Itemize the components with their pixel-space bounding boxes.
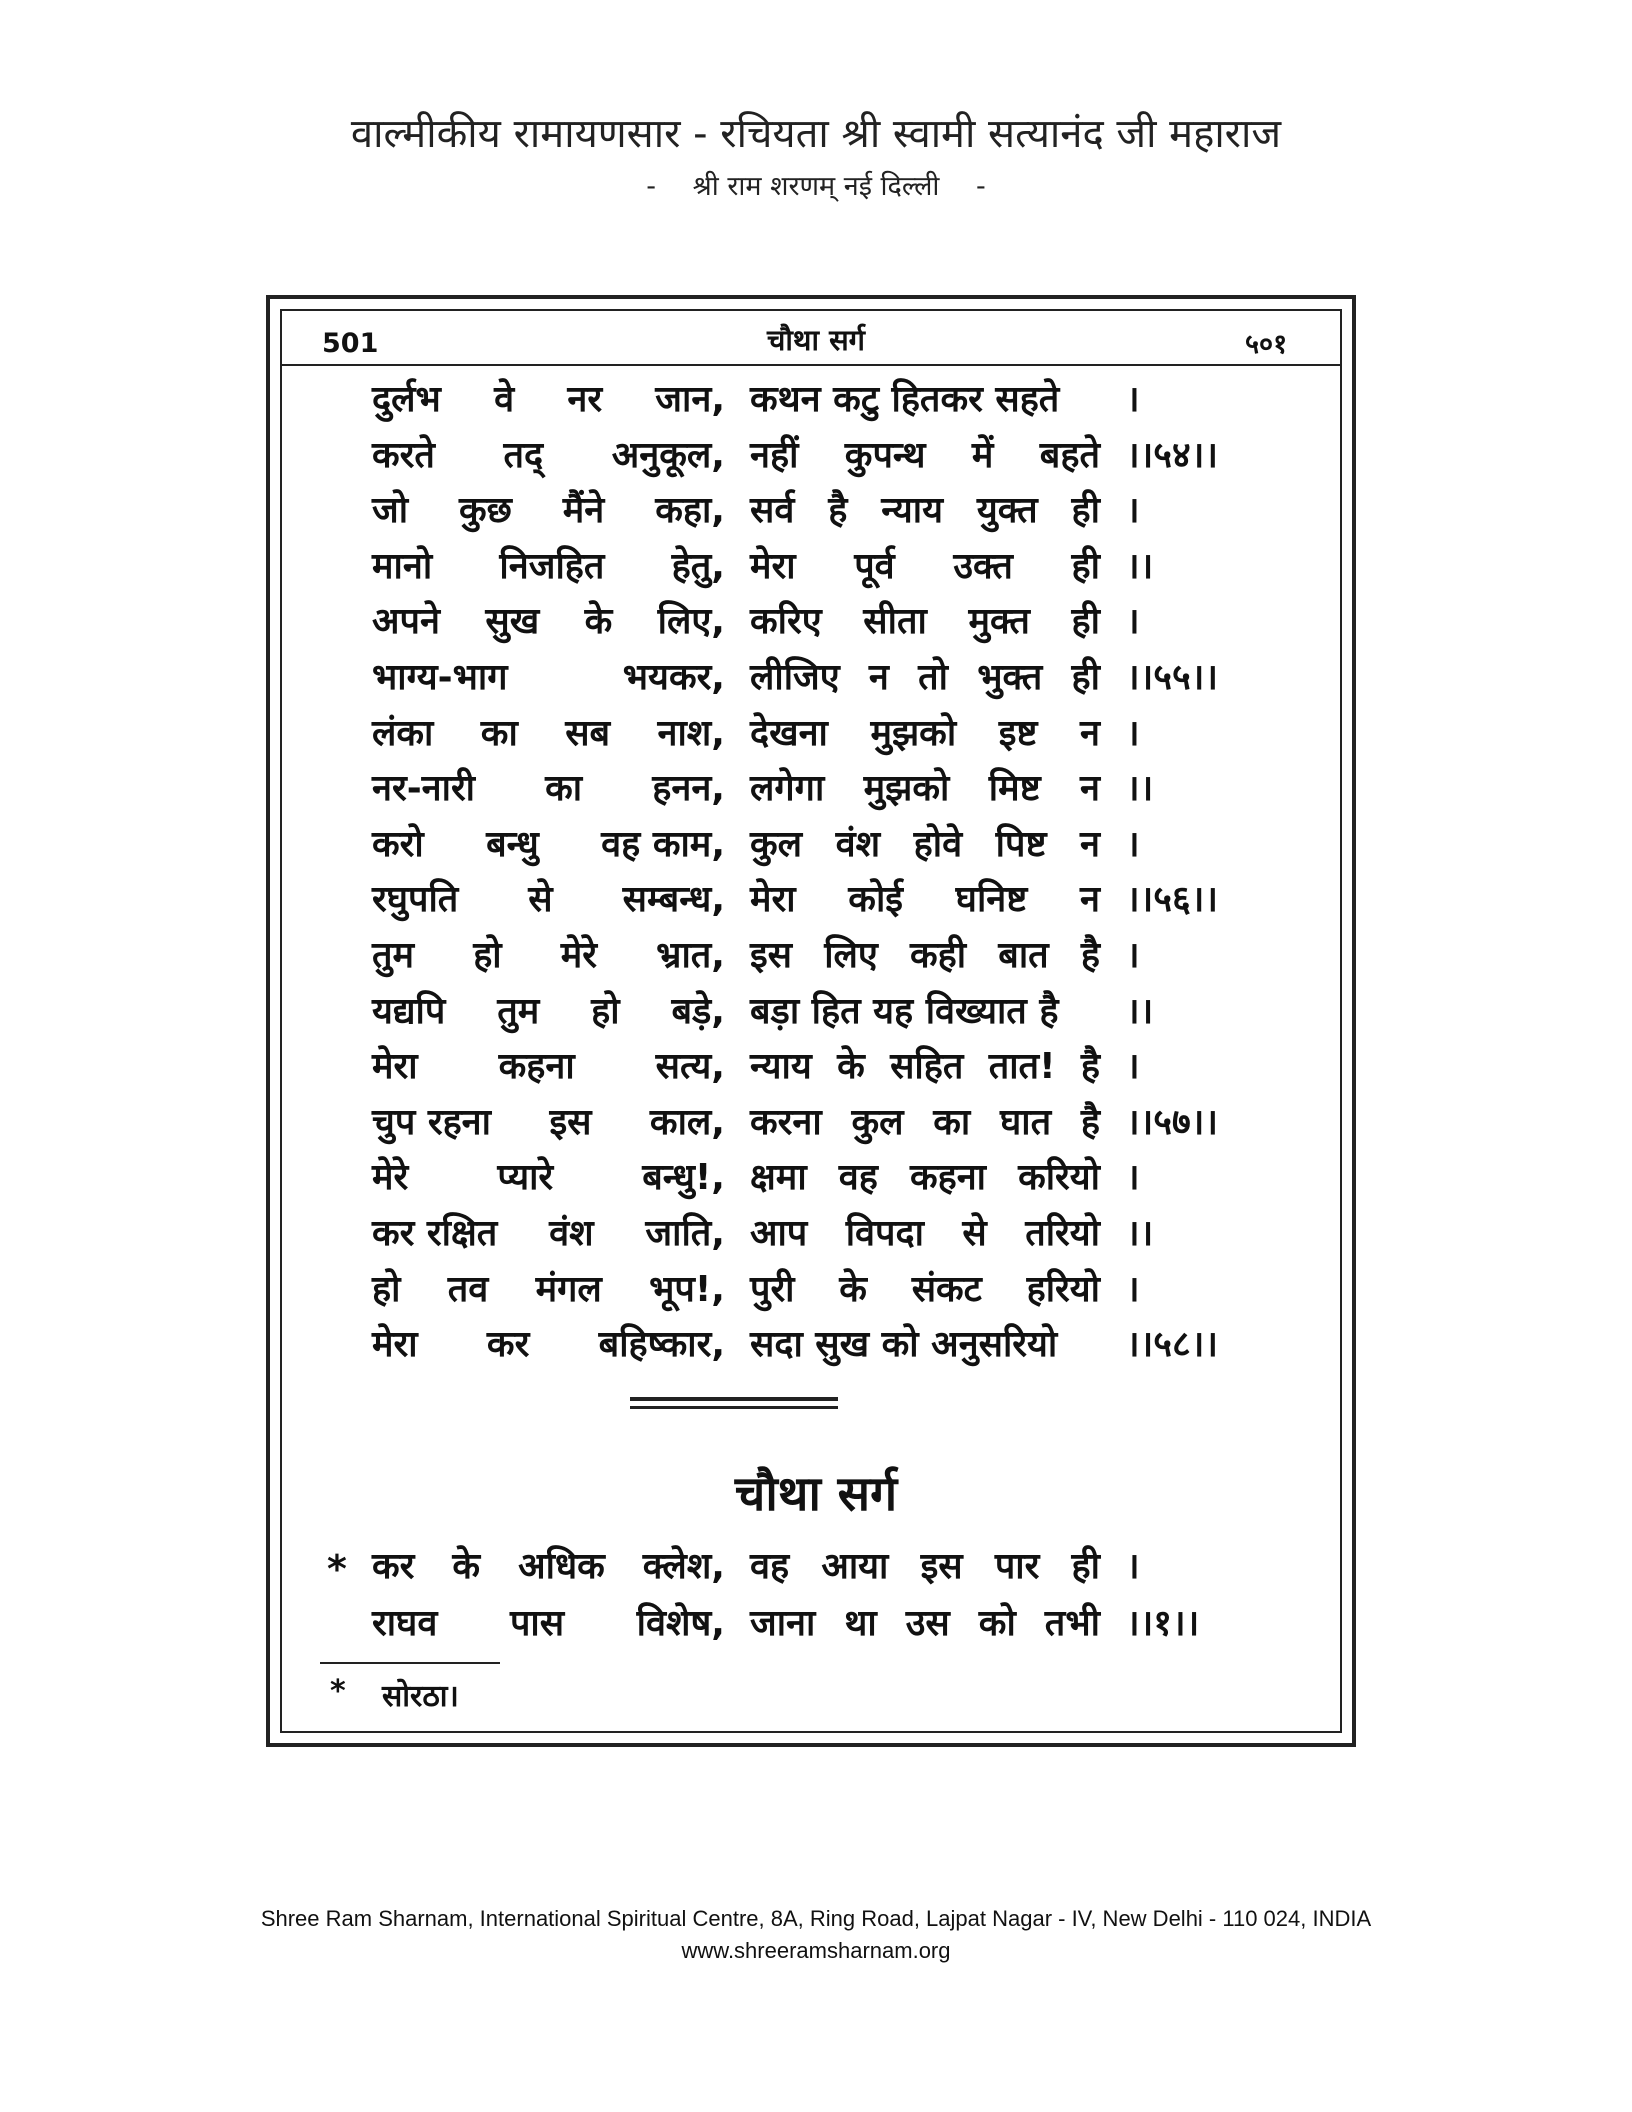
verse-word: सम्बन्ध, [622, 879, 725, 921]
verse-word: घनिष्ट [955, 879, 1028, 921]
verse-word: है [1080, 1046, 1100, 1088]
verse-first-half [372, 818, 725, 867]
verse-word: करते [372, 434, 435, 476]
verse-first-half [372, 429, 725, 478]
verse-end-marker: ।। [1126, 768, 1154, 810]
verse-word: कर रक्षित [372, 1213, 498, 1254]
verse-word: लगेगा [750, 768, 825, 810]
verse-word: करियो [1018, 1157, 1100, 1199]
subtitle-text: श्री राम शरणम् नई दिल्ली [692, 171, 940, 202]
verse-end-marker: ।।५६।। [1126, 879, 1219, 921]
verse-word: न्याय [881, 490, 944, 532]
verse-word: अधिक [518, 1546, 605, 1587]
footnote-rule [320, 1662, 500, 1664]
verse-word: ही [1071, 490, 1100, 532]
verse-word: सीता [863, 601, 927, 643]
verse-word: कर [372, 1546, 415, 1587]
verse-word: वंश [549, 1213, 594, 1254]
verse-second-half [750, 651, 1100, 700]
verse-word: न्याय [750, 1046, 812, 1088]
verse-end-marker: ।।५५।। [1126, 657, 1219, 698]
verse-word: वह काम, [601, 823, 725, 865]
verse-word: इष्ट [998, 712, 1038, 754]
verse-second-half [750, 985, 1100, 1034]
verse-word: के [452, 1546, 481, 1587]
verse-word: के [837, 1046, 865, 1088]
verse-word: इस [920, 1546, 963, 1587]
verse-end-marker: ।। [1126, 990, 1154, 1032]
verse-word: करिए [750, 601, 822, 643]
verse-line [0, 873, 1632, 925]
verse-word: ही [1071, 601, 1100, 643]
verse-word: कुपन्थ [844, 434, 926, 476]
verse-word: भ्रात, [656, 935, 725, 976]
verse-word: मेरा [372, 1046, 418, 1088]
verse-word: प्यारे [497, 1157, 554, 1199]
verse-second-half [750, 1540, 1100, 1589]
verse-word: भाग्य-भाग [372, 657, 508, 698]
verse-end-marker: । [1126, 1157, 1140, 1199]
verse-star-marker: * [327, 1547, 347, 1591]
verse-word: जान, [655, 379, 725, 420]
verse-word: है [1080, 1101, 1100, 1143]
verse-word: मेरे [372, 1157, 409, 1199]
verse-word: हो [473, 935, 502, 976]
verse-word: सत्य, [655, 1046, 725, 1088]
running-title: चौथा सर्ग [767, 323, 865, 357]
verse-first-half [372, 373, 725, 422]
verse-word: नर [567, 379, 603, 420]
verse-word: उस [905, 1603, 950, 1644]
verse-word: में [971, 434, 994, 476]
verse-line [0, 1096, 1632, 1148]
verse-line [0, 707, 1632, 759]
verse-word: बन्धु!, [642, 1157, 725, 1199]
verse-word: वह [838, 1157, 878, 1199]
verse-word: न [1080, 879, 1100, 921]
verse-line [0, 373, 1632, 425]
verse-word: सुख [485, 601, 540, 643]
verse-second-half [750, 1040, 1100, 1089]
verse-word: मिष्ट [988, 768, 1041, 810]
verse-first-half [372, 985, 725, 1034]
verse-second-half [750, 762, 1100, 811]
footnote-star: * [330, 1674, 346, 1709]
verse-line [0, 985, 1632, 1037]
verse-word: तात! [988, 1046, 1056, 1088]
verse-second-half [750, 707, 1100, 756]
verse-second-half [750, 1151, 1100, 1200]
verse-line [0, 595, 1632, 647]
verse-word: युक्त [976, 490, 1038, 532]
page-number-hindi: ५०१ [1245, 329, 1288, 360]
verse-word: बड़े, [671, 990, 725, 1032]
verse-line [0, 429, 1632, 481]
verse-word: तो [918, 657, 948, 698]
verse-first-half [372, 540, 725, 589]
verse-word: मुझको [870, 712, 957, 754]
verse-end-marker: ।।५७।। [1126, 1101, 1219, 1143]
verse-word: पुरी [750, 1268, 795, 1310]
verse-word: सर्व [750, 490, 795, 532]
verse-first-half [372, 1207, 725, 1256]
verse-word: बड़ा हित यह विख्यात है [750, 990, 1059, 1032]
verse-word: पास [509, 1603, 565, 1644]
verse-first-half [372, 484, 725, 533]
verse-word: बहते [1039, 434, 1100, 476]
verse-word: रघुपति [372, 879, 459, 921]
verse-second-half [750, 1207, 1100, 1256]
verse-word: मेरा [750, 879, 796, 921]
verse-second-half [750, 929, 1100, 978]
verse-word: मुझको [863, 768, 950, 810]
verse-word: तुम [372, 935, 415, 976]
verse-end-marker: ।। [1126, 1213, 1154, 1254]
verse-word: भयकर, [622, 657, 725, 698]
verse-word: कुछ [458, 490, 512, 532]
verse-word: कहना [498, 1046, 575, 1088]
verse-word: मेरे [560, 935, 598, 976]
verse-word: भूप!, [649, 1268, 725, 1310]
verse-word: दुर्लभ [372, 379, 441, 420]
verse-word: हो [372, 1268, 401, 1310]
verse-second-half [750, 1318, 1100, 1367]
verse-line [0, 762, 1632, 814]
verse-word: ही [1071, 657, 1100, 698]
footer-website: www.shreeramsharnam.org [681, 1938, 951, 1963]
verse-word: बन्धु [486, 823, 539, 865]
verse-word: हनन, [652, 768, 725, 810]
verse-line [0, 1151, 1632, 1203]
verse-end-marker: ।।५४।। [1126, 434, 1219, 476]
verse-second-half [750, 540, 1100, 589]
verse-first-half [372, 651, 725, 700]
verse-word: अपने [372, 601, 440, 643]
verse-word: हेतु, [671, 545, 725, 587]
verse-word: न [868, 657, 889, 698]
verse-line [0, 929, 1632, 981]
verse-word: सब [565, 712, 611, 754]
verse-word: से [528, 879, 553, 921]
verse-line [0, 651, 1632, 703]
verse-word: इस [549, 1101, 592, 1143]
verse-word: जाति, [645, 1213, 725, 1254]
verse-word: वह [750, 1546, 790, 1587]
verse-word: विशेष, [636, 1603, 725, 1644]
verse-word: कथन कटु हितकर सहते [750, 379, 1060, 420]
page-number-english: 501 [322, 328, 379, 359]
verse-word: कहना [909, 1157, 987, 1199]
verse-word: सहित [890, 1046, 964, 1088]
verse-word: के [839, 1268, 867, 1310]
verse-word: क्लेश, [642, 1546, 725, 1587]
verse-first-half [372, 1263, 725, 1312]
verse-word: करो [372, 823, 424, 865]
verse-word: तभी [1044, 1603, 1100, 1644]
subtitle-dash-right: - [975, 171, 986, 202]
verse-word: का [480, 712, 518, 754]
verse-word: है [1080, 935, 1100, 976]
verse-word: सदा सुख को अनुसरियो [750, 1324, 1058, 1366]
verse-word: लिए [824, 935, 878, 976]
verse-word: पार [994, 1546, 1040, 1587]
verse-word: पिष्ट [995, 823, 1047, 865]
verse-second-half [750, 1096, 1100, 1145]
document-header-title: वाल्मीकीय रामायणसार - रचियता श्री स्वामी सत्यानंद जी महाराज [350, 111, 1282, 157]
section-title: चौथा सर्ग [734, 1466, 898, 1522]
verse-word: आया [821, 1546, 889, 1587]
verse-word: देखना [750, 712, 828, 754]
verse-first-half [372, 1597, 725, 1646]
verse-line [0, 484, 1632, 536]
verse-second-half [750, 873, 1100, 922]
verse-word: वंश [835, 823, 881, 865]
verse-word: है [828, 490, 848, 532]
verse-end-marker: । [1126, 1046, 1140, 1088]
verse-word: कहा, [655, 490, 725, 532]
verse-word: था [844, 1603, 877, 1644]
verse-second-half [750, 373, 1100, 422]
verse-word: कुल [851, 1101, 904, 1143]
verse-word: करना [750, 1101, 822, 1143]
verse-word: कर [486, 1324, 530, 1366]
verse-second-half [750, 484, 1100, 533]
footnote-text: सोरठा। [382, 1679, 459, 1714]
verse-word: ही [1071, 545, 1100, 587]
verse-first-half [372, 929, 725, 978]
verse-end-marker: । [1126, 601, 1140, 643]
verse-end-marker: । [1126, 823, 1140, 865]
verse-first-half [372, 1040, 725, 1089]
verse-word: चुप रहना [372, 1101, 491, 1143]
verse-word: जाना [750, 1603, 816, 1644]
verse-word: तुम [497, 990, 540, 1032]
verse-word: लंका [372, 712, 434, 754]
verse-word: न [1080, 768, 1100, 810]
verse-word: काल, [649, 1101, 725, 1143]
verse-line [0, 1597, 1632, 1649]
verse-word: मुक्त [968, 601, 1030, 643]
section-divider-bottom [630, 1406, 838, 1409]
verse-word: विपदा [845, 1213, 924, 1254]
verse-first-half [372, 1540, 725, 1589]
verse-word: के [584, 601, 613, 643]
verse-end-marker: । [1126, 935, 1140, 976]
footer-address: Shree Ram Sharnam, International Spiritual Centre, 8A, Ring Road, Lajpat Nagar - IV, New Delhi - 110 024, INDIA [260, 1906, 1372, 1931]
verse-word: तरियो [1025, 1213, 1100, 1254]
verse-word: आप [750, 1213, 808, 1254]
verse-word: नर-नारी [372, 768, 475, 810]
verse-word: कोई [848, 879, 903, 921]
verse-first-half [372, 595, 725, 644]
verse-end-marker: । [1126, 379, 1140, 420]
verse-word: तव [447, 1268, 489, 1310]
verse-line [0, 1318, 1632, 1370]
verse-word: को [978, 1603, 1016, 1644]
verse-word: मेरा [372, 1324, 418, 1366]
verse-first-half [372, 1151, 725, 1200]
verse-line [0, 1540, 1632, 1592]
verse-word: का [933, 1101, 971, 1143]
verse-line [0, 1040, 1632, 1092]
verse-word: संकट [911, 1268, 982, 1310]
verse-word: नहीं [750, 434, 799, 476]
verse-end-marker: । [1126, 1268, 1140, 1310]
verse-word: मेरा [750, 545, 796, 587]
verse-word: का [545, 768, 583, 810]
verse-first-half [372, 762, 725, 811]
verse-word: हरियो [1026, 1268, 1100, 1310]
verse-word: राघव [372, 1603, 438, 1644]
verse-word: लीजिए [750, 657, 840, 698]
verse-word: क्षमा [750, 1157, 807, 1199]
verse-end-marker: ।। [1126, 545, 1154, 587]
verse-first-half [372, 707, 725, 756]
verse-word: नाश, [657, 712, 725, 754]
verse-word: कही [910, 935, 967, 976]
verse-end-marker: । [1126, 1546, 1140, 1587]
section-divider-top [630, 1397, 838, 1401]
verse-word: बहिष्कार, [598, 1324, 725, 1366]
verse-end-marker: ।।५८।। [1126, 1324, 1219, 1366]
verse-end-marker: ।।१।। [1126, 1603, 1200, 1644]
verse-second-half [750, 1263, 1100, 1312]
verse-word: बात [998, 935, 1049, 976]
verse-word: लिए, [657, 601, 725, 643]
verse-line [0, 818, 1632, 870]
verse-word: जो [372, 490, 409, 532]
verse-word: इस [750, 935, 793, 976]
verse-end-marker: । [1126, 490, 1140, 532]
verse-word: वे [494, 379, 515, 420]
verse-word: यद्यपि [372, 990, 446, 1032]
verse-word: तद् [503, 434, 544, 476]
verse-word: पूर्व [854, 545, 895, 587]
verse-first-half [372, 1096, 725, 1145]
verse-word: मैंने [562, 490, 605, 532]
verse-line [0, 1207, 1632, 1259]
verse-end-marker: । [1126, 712, 1140, 754]
verse-word: ही [1071, 1546, 1100, 1587]
verse-word: घात [999, 1101, 1052, 1143]
verse-line [0, 540, 1632, 592]
verse-second-half [750, 818, 1100, 867]
verse-second-half [750, 595, 1100, 644]
verse-word: न [1080, 823, 1100, 865]
verse-first-half [372, 1318, 725, 1367]
verse-word: कुल [750, 823, 803, 865]
verse-word: न [1079, 712, 1100, 754]
verse-word: से [962, 1213, 987, 1254]
header-divider [280, 364, 1342, 366]
verse-word: होवे [913, 823, 963, 865]
verse-second-half [750, 429, 1100, 478]
verse-word: मानो [372, 545, 433, 587]
verse-line [0, 1263, 1632, 1315]
verse-word: मंगल [535, 1268, 602, 1310]
verse-first-half [372, 873, 725, 922]
verse-word: भुक्त [977, 657, 1043, 698]
verse-word: हो [591, 990, 620, 1032]
document-header-subtitle [0, 166, 1632, 203]
subtitle-dash-left: - [646, 171, 657, 202]
verse-word: निजहित [499, 545, 605, 587]
verse-second-half [750, 1597, 1100, 1646]
verse-word: अनुकूल, [611, 434, 725, 476]
verse-word: उक्त [953, 545, 1013, 587]
